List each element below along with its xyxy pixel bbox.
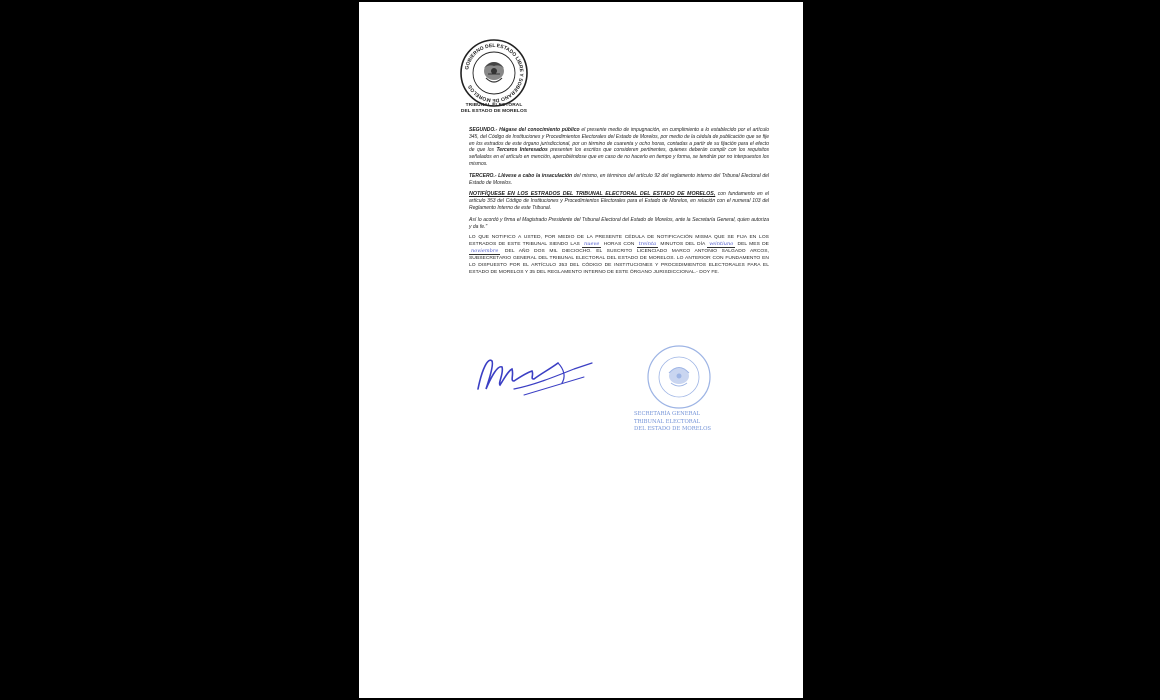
segundo-terceros: Terceros Interesados [496,147,548,154]
cedula-part-4: DEL MES DE [735,242,769,248]
stamp-line-3: DEL ESTADO DE MORELOS [634,426,712,432]
stamp-line-1: SECRETARÍA GENERAL [634,411,700,417]
month-handwritten: noviembre [471,248,499,255]
document-page [359,2,803,698]
coat-of-arms-seal [459,38,529,108]
caption-line-2: DEL ESTADO DE MORELOS [460,108,528,114]
paragraph-segundo [469,127,769,168]
day-handwritten: veintiuno [709,241,734,248]
document-body [469,127,769,282]
segundo-text-2: presenten los escritos que consideren pertinentes, quienes deberán cumplir con los requisitos señalados en el artículo en mención, apercibiéndose que en caso de no hacerlo en tiempo y forma, se tendrán por no interpuestos los mismos. [469,147,769,167]
seal-ring-text: GOBIERNO DEL ESTADO LIBRE Y SOBERANO DE MORELOS [464,42,525,104]
handwritten-signature [474,349,604,409]
segundo-heading: SEGUNDO.- Hágase del conocimiento público [469,127,580,133]
segundo-text: el presente medio de impugnación, en cumplimiento a lo establecido por el artículo 345, del Código de Instituciones y Procedimientos Electorales del Estado de Morelos, por medio de la cédula de publicación que se fije en los estrados de este órgano jurisdiccional, por un término de cuarenta y ocho horas, contadas a partir de su fijación para el efecto de que los [469,127,769,154]
paragraph-acuerdo: Así lo acordó y firma el Magistrado Presidente del Tribunal Electoral del Estado de Morelos, ante la Secretaría General, quien autoriza y da fe." [469,216,769,230]
stamp-line-2: TRIBUNAL ELECTORAL [634,418,701,425]
seal-caption [453,103,535,114]
notifiquese-text: con fundamento en el artículo 353 del Código de Instituciones y Procedimientos Electorales para el Estado de Morelos, en relación con el numeral 103 del Reglamento Interno de este Tribunal. [469,191,770,211]
cedula-part-5: DEL AÑO DOS MIL DIECIOCHO. EL SUSCRITO LICENCIADO MARCO ANTONIO SALGADO ARCOS, SUBSECRETARIO GENERAL DEL TRIBUNAL ELECTORAL DEL ESTADO DE MORELOS. LO ANTERIOR CON FUNDAMENTO EN LO DISPUESTO POR EL ARTÍCULO 353 DEL CÓDIGO DE INSTITUCIONES Y PROCEDIMIENTOS ELECTORALES PARA EL ESTADO DE MORELOS Y 35 DEL REGLAMENTO INTERNO DE ESTE ÓRGANO JURISDICCIONAL.- DOY FE. [469,249,769,275]
notifiquese-heading: NOTIFÍQUESE EN LOS ESTRADOS DEL TRIBUNAL ELECTORAL DEL ESTADO DE MORELOS, [469,191,716,198]
tercero-heading: TERCERO.- Llévese a cabo la insaculación [469,172,573,179]
notification-cedula [469,235,769,276]
cedula-part-2: HORAS CON [601,242,637,248]
cedula-part-3: MINUTOS DEL DÍA [658,242,708,248]
paragraph-tercero [469,173,769,187]
cedula-part-1: LO QUE NOTIFICO A USTED, POR MEDIO DE LA PRESENTE CÉDULA DE NOTIFICACIÓN MISMA QUE SE FIJA EN LOS ESTRADOS DE ESTE TRIBUNAL SIENDO LAS [469,235,769,248]
official-stamp [644,342,714,412]
minutes-handwritten: treinta [638,241,657,248]
paragraph-notifiquese [469,191,769,211]
tercero-text: del mismo, en términos del artículo 92 del reglamento interno del Tribunal Electoral del Estado de Morelos. [469,172,770,186]
stamp-text [634,411,714,434]
hours-handwritten: nueve [584,241,600,248]
caption-line-1: TRIBUNAL ELECTORAL [465,103,523,108]
